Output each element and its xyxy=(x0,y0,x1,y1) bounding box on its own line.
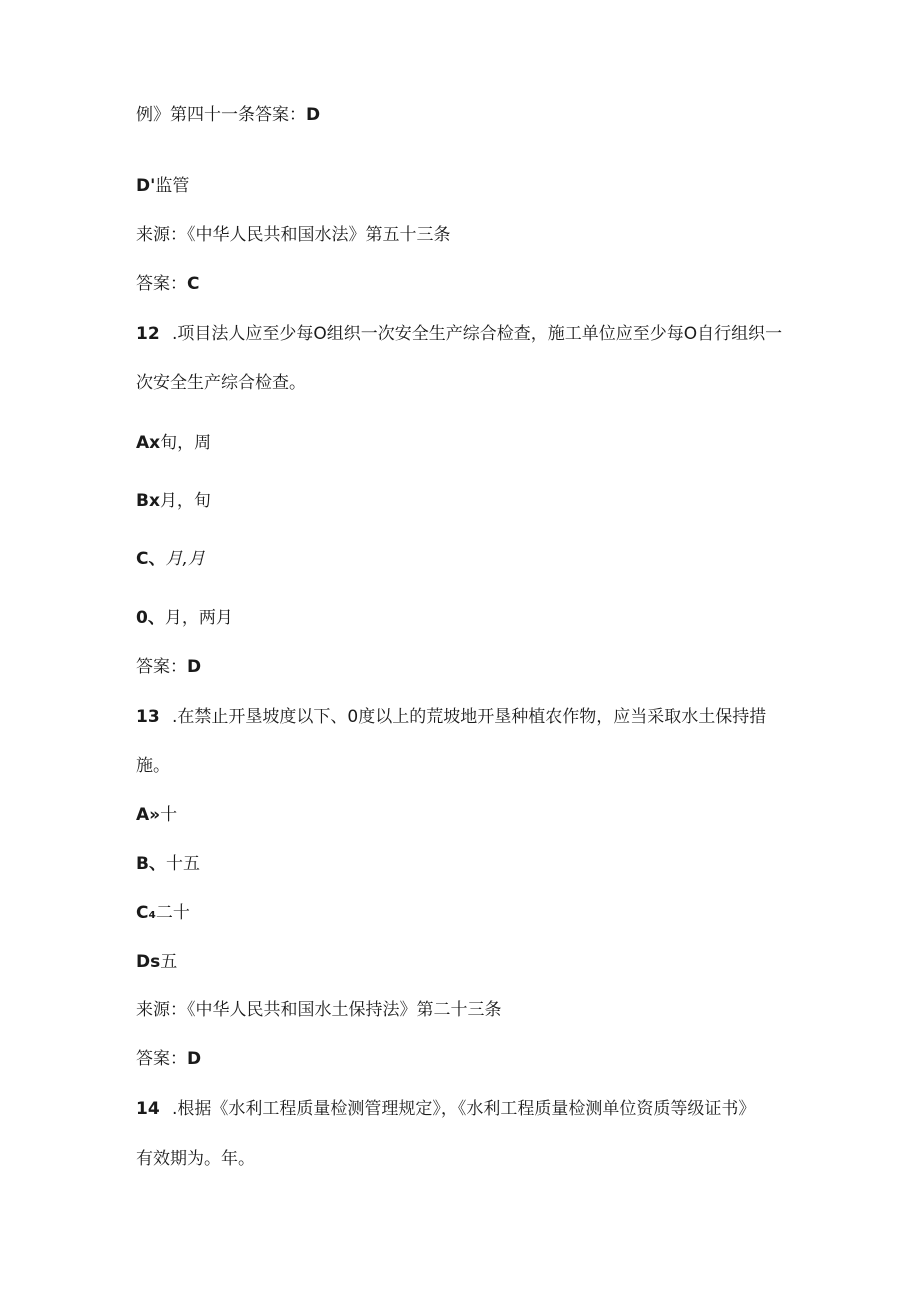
q11-tail-line xyxy=(136,104,320,126)
option-label: B、 xyxy=(136,854,166,874)
option-text: 月，旬 xyxy=(159,491,211,511)
answer-label: 答案： xyxy=(136,274,187,294)
option-text: 月，两月 xyxy=(164,608,233,628)
question-number: 13 xyxy=(136,707,160,727)
q12-option-b xyxy=(136,490,211,512)
option-text: 监管 xyxy=(155,176,190,196)
option-label: C、 xyxy=(136,549,166,569)
q11-tail-text: 例》第四十一条答案： xyxy=(136,105,306,125)
answer-value: C xyxy=(187,274,200,294)
q12-option-d xyxy=(136,607,233,629)
q12-answer xyxy=(136,656,201,678)
q11-source: 来源：《中华人民共和国水法》第五十三条 xyxy=(136,225,451,245)
option-label: D' xyxy=(136,176,156,196)
q13-answer xyxy=(136,1048,201,1070)
q11-tail-answer: D xyxy=(306,105,321,125)
q12-option-a xyxy=(136,432,211,454)
question-stem: .根据《水利工程质量检测管理规定》，《水利工程质量检测单位资质等级证书》 xyxy=(172,1099,756,1119)
option-label: Ax xyxy=(136,433,161,453)
option-label: 0、 xyxy=(136,608,165,628)
q13-stem-line2: 施。 xyxy=(136,756,170,776)
q13-option-d xyxy=(136,951,177,973)
q13-stem-line1 xyxy=(136,706,766,728)
option-label: C₄ xyxy=(136,903,156,923)
answer-label: 答案： xyxy=(136,1049,187,1069)
q13-option-a xyxy=(136,804,177,826)
q12-option-c xyxy=(136,548,205,570)
option-text: 十五 xyxy=(165,854,200,874)
option-text: 五 xyxy=(160,952,178,972)
question-stem: .在禁止开垦坡度以下、0度以上的荒坡地开垦种植农作物，应当采取水土保持措 xyxy=(172,707,767,727)
option-label: Ds xyxy=(136,952,161,972)
option-text: 二十 xyxy=(155,903,190,923)
q13-option-b xyxy=(136,853,200,875)
question-stem: .项目法人应至少每O组织一次安全生产综合检查，施工单位应至少每O自行组织一 xyxy=(172,324,783,344)
q12-stem-line1 xyxy=(136,323,782,345)
option-label: Bx xyxy=(136,491,160,511)
option-text: 旬，周 xyxy=(160,433,212,453)
q11-answer xyxy=(136,273,199,295)
option-text: 十 xyxy=(160,805,178,825)
q14-stem-line1 xyxy=(136,1098,755,1120)
answer-value: D xyxy=(187,657,202,677)
option-text: 月,月 xyxy=(165,549,205,569)
question-number: 14 xyxy=(136,1099,160,1119)
q13-source: 来源：《中华人民共和国水土保持法》第二十三条 xyxy=(136,1000,502,1020)
answer-value: D xyxy=(187,1049,202,1069)
answer-label: 答案： xyxy=(136,657,187,677)
q14-stem-line2: 有效期为。年。 xyxy=(136,1149,255,1169)
q11-option-d xyxy=(136,175,189,197)
question-number: 12 xyxy=(136,324,160,344)
option-label: A» xyxy=(136,805,161,825)
q13-option-c xyxy=(136,902,190,924)
q12-stem-line2: 次安全生产综合检查。 xyxy=(136,373,306,393)
